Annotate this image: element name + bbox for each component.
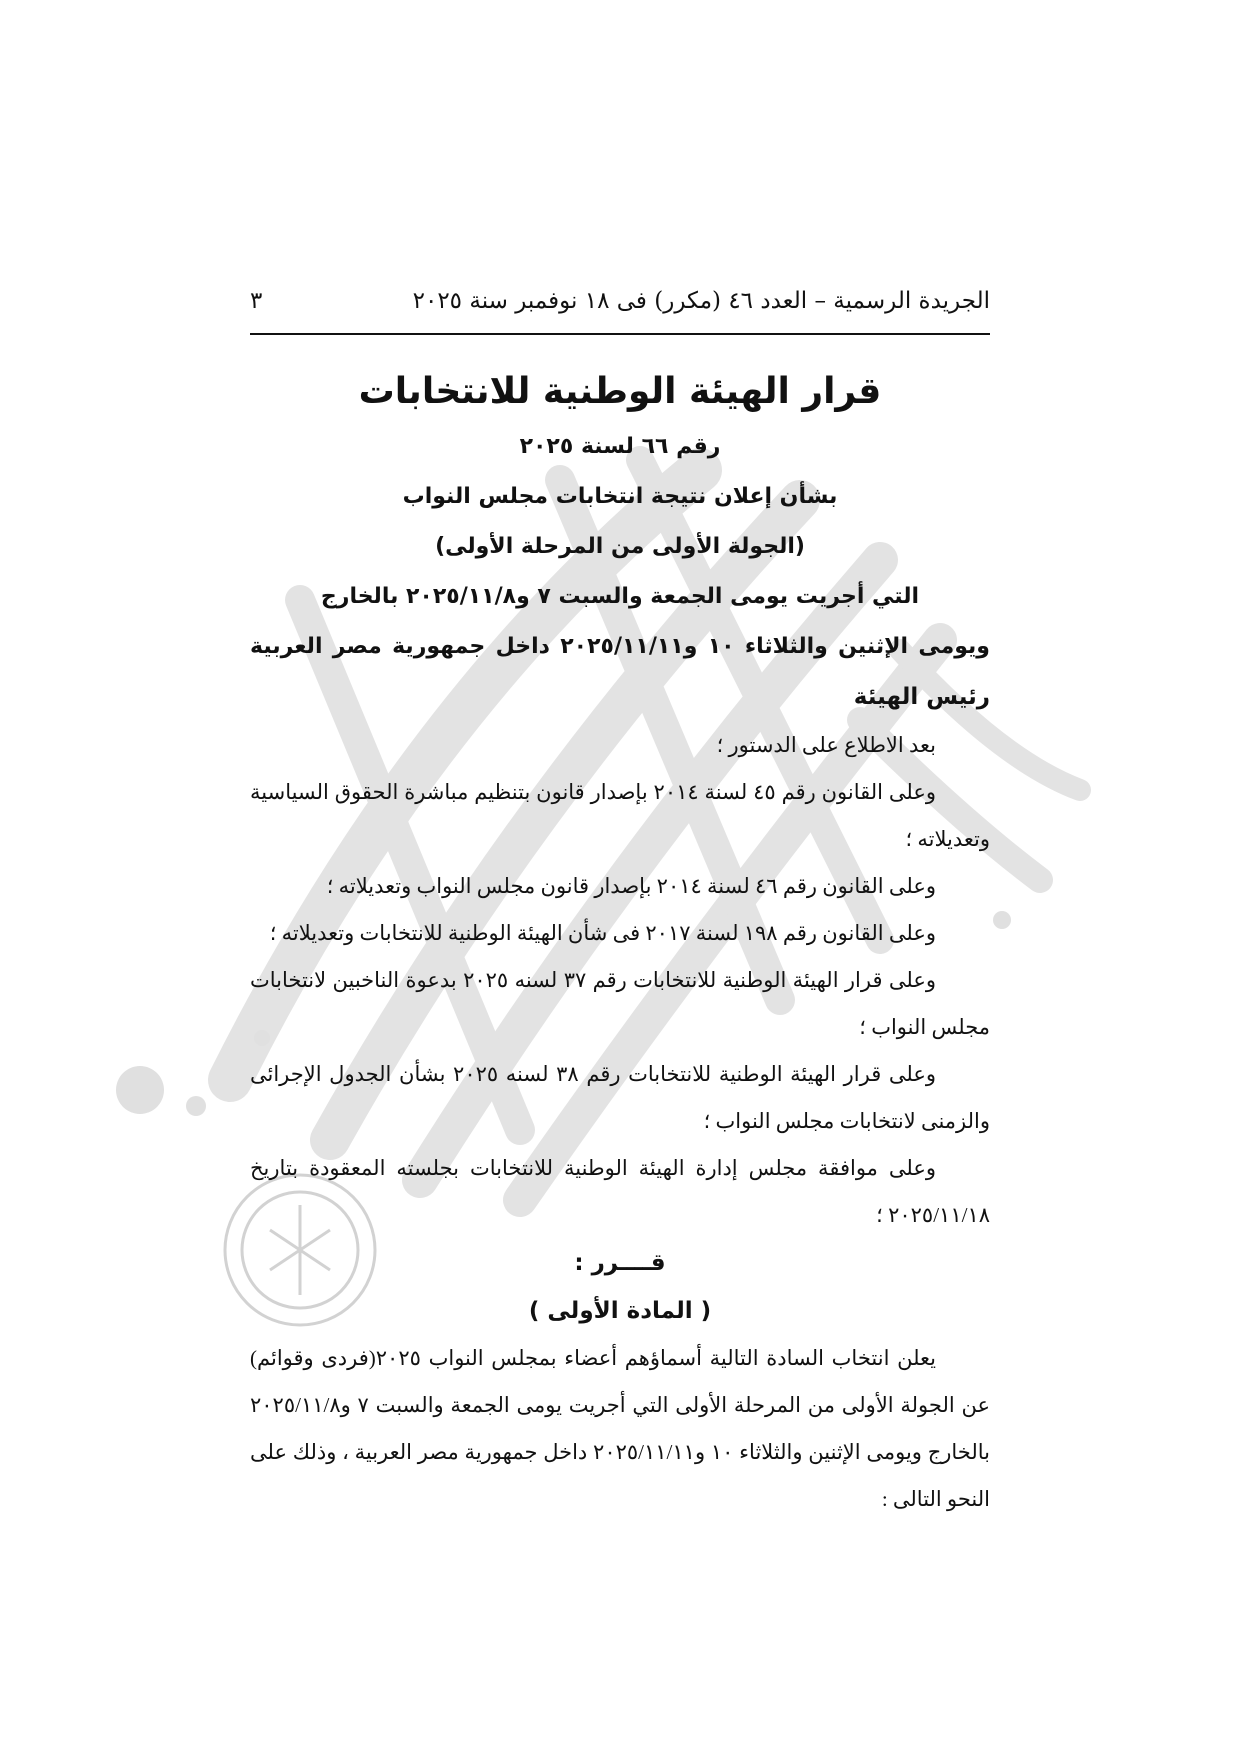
running-title: الجريدة الرسمية – العدد ٤٦ (مكرر) فى ١٨ نوفمبر سنة ٢٠٢٥ — [412, 288, 990, 314]
header-rule — [250, 333, 990, 335]
article-text: يعلن انتخاب السادة التالية أسماؤهم أعضاء بمجلس النواب ٢٠٢٥(فردى وقوائم) عن الجولة الأولى من المرحلة الأولى التي أجريت يومى الجمعة والسبت ٧ و٢٠٢٥/١١/٨ بالخارج ويومى الإثنين والثلاثاء ١٠ و٢٠٢٥/١١/١١ داخل جمهورية مصر العربية ، وذلك على النحو التالى : — [250, 1346, 990, 1511]
preamble-item: وعلى قرار الهيئة الوطنية للانتخابات رقم ٣٧ لسنه ٢٠٢٥ بدعوة الناخبين لانتخابات مجلس النواب ؛ — [250, 968, 990, 1039]
decision-subject-line-3: التي أجريت يومى الجمعة والسبت ٧ و٢٠٢٥/١١/٨ بالخارج — [320, 584, 920, 609]
decided-heading: قــــرر : — [574, 1250, 666, 1276]
preamble-item: بعد الاطلاع على الدستور ؛ — [716, 733, 936, 757]
page-header — [250, 288, 990, 328]
preamble-item: وعلى موافقة مجلس إدارة الهيئة الوطنية للانتخابات بجلسته المعقودة بتاريخ ٢٠٢٥/١١/١٨ ؛ — [250, 1156, 990, 1227]
page-number: ٣ — [250, 288, 263, 314]
decision-subject-line-4: ويومى الإثنين والثلاثاء ١٠ و٢٠٢٥/١١/١١ داخل جمهورية مصر العربية — [250, 634, 990, 659]
preamble-item: وعلى القانون رقم ١٩٨ لسنة ٢٠١٧ فى شأن الهيئة الوطنية للانتخابات وتعديلاته ؛ — [269, 921, 936, 945]
decision-number: رقم ٦٦ لسنة ٢٠٢٥ — [519, 434, 721, 459]
decision-title: قرار الهيئة الوطنية للانتخابات — [358, 371, 882, 412]
decision-subject-line-2: (الجولة الأولى من المرحلة الأولى) — [435, 534, 805, 559]
article-heading: ( المادة الأولى ) — [528, 1298, 712, 1324]
issuer-heading: رئيس الهيئة — [853, 684, 990, 710]
document-body — [250, 350, 990, 1523]
preamble-item: وعلى القانون رقم ٤٥ لسنة ٢٠١٤ بإصدار قانون بتنظيم مباشرة الحقوق السياسية وتعديلاته ؛ — [250, 780, 990, 851]
preamble-item: وعلى القانون رقم ٤٦ لسنة ٢٠١٤ بإصدار قانون مجلس النواب وتعديلاته ؛ — [326, 874, 936, 898]
decision-subject-line-1: بشأن إعلان نتيجة انتخابات مجلس النواب — [402, 484, 838, 509]
preamble-item: وعلى قرار الهيئة الوطنية للانتخابات رقم ٣٨ لسنه ٢٠٢٥ بشأن الجدول الإجرائى والزمنى لانتخابات مجلس النواب ؛ — [250, 1062, 990, 1133]
